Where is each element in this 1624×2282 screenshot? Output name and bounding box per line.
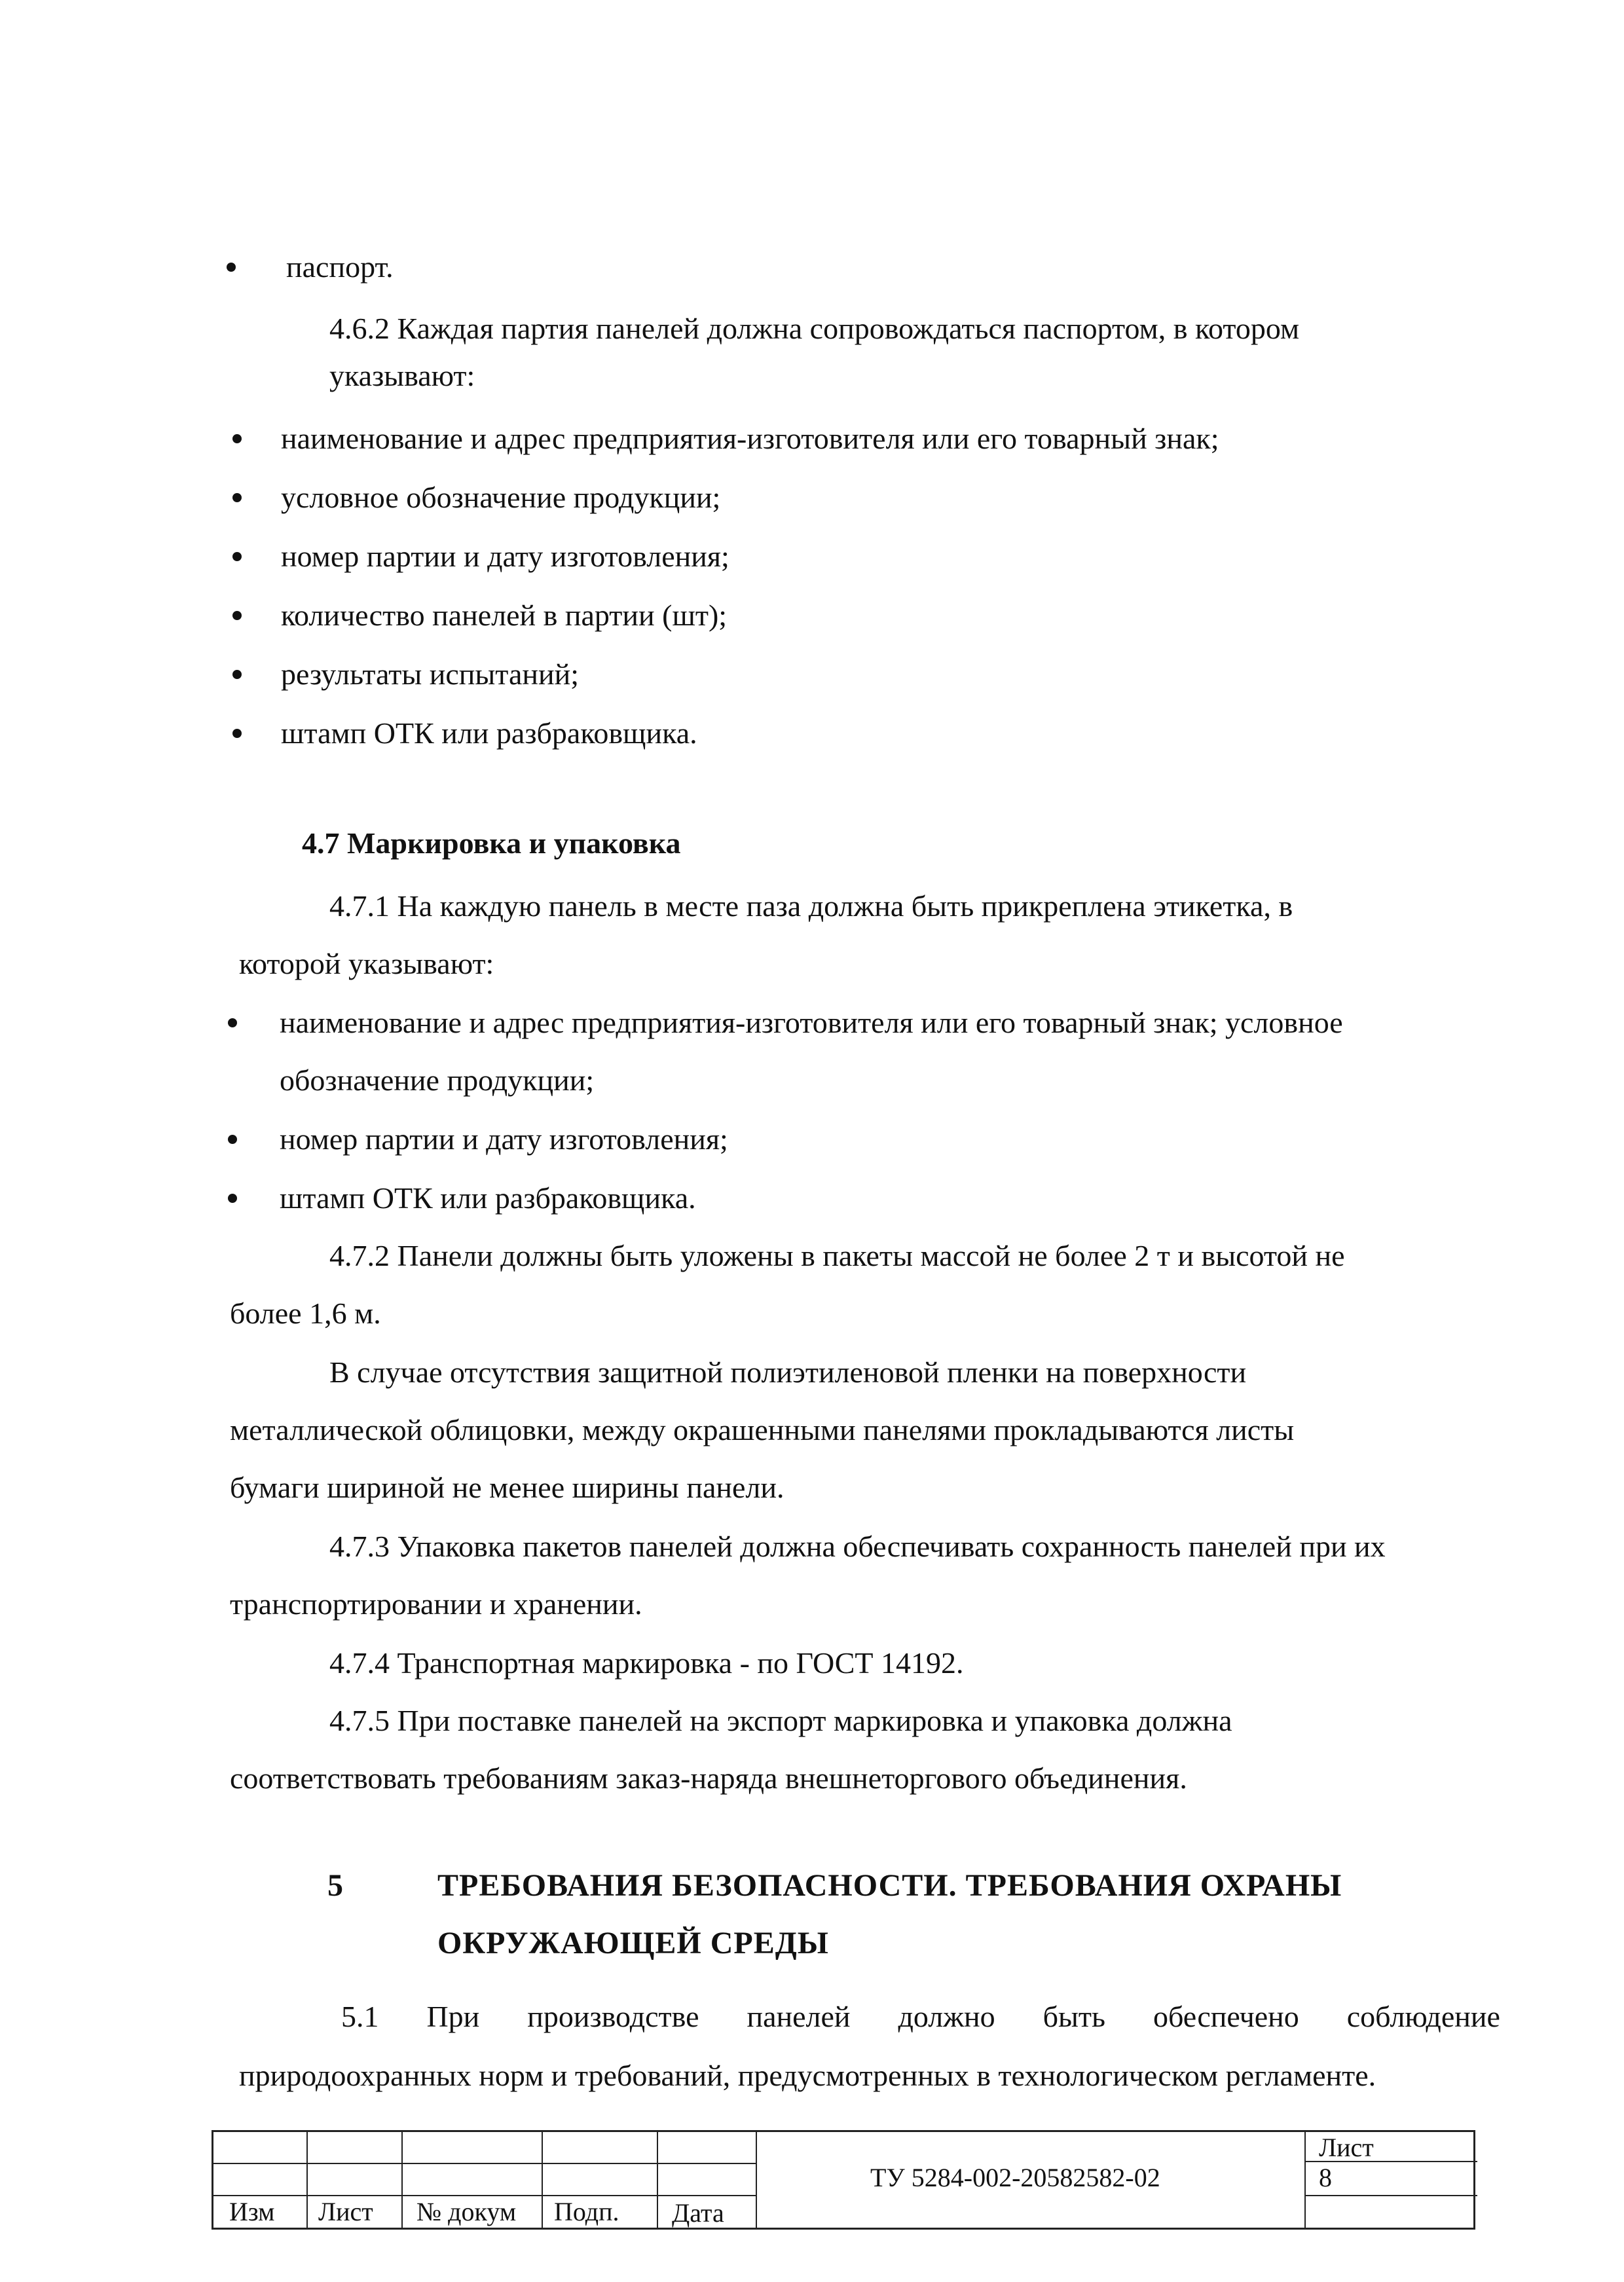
bullet xyxy=(232,729,242,738)
title-block-rule xyxy=(1304,2195,1477,2196)
title-block-rule xyxy=(306,2132,308,2228)
word: соблюдение xyxy=(1346,2000,1500,2033)
bullet xyxy=(232,493,242,502)
paragraph-4-7-1-cont: которой указывают: xyxy=(239,947,494,980)
list-item: количество панелей в партии (шт); xyxy=(281,598,728,632)
title-block-rule xyxy=(1304,2132,1306,2228)
paragraph-4-6-2-cont: указывают: xyxy=(329,359,475,392)
paragraph-5-1 xyxy=(341,1998,1500,2035)
title-block-dokum: № докум xyxy=(416,2197,517,2226)
paragraph-film: В случае отсутствия защитной полиэтиленовой пленки на поверхности xyxy=(329,1355,1247,1389)
paragraph-film-cont: бумаги шириной не менее ширины панели. xyxy=(230,1471,784,1504)
list-item: наименование и адрес предприятия-изготовителя или его товарный знак; условное xyxy=(280,1006,1343,1039)
section-number-5: 5 xyxy=(327,1868,344,1903)
word: При xyxy=(426,2000,480,2033)
title-block-podp: Подп. xyxy=(554,2197,619,2226)
sheet-label: Лист xyxy=(1319,2133,1374,2162)
word: производстве xyxy=(527,2000,699,2033)
word: должно xyxy=(898,2000,995,2033)
document-designation: ТУ 5284-002-20582582-02 xyxy=(870,2163,1160,2192)
paragraph-4-6-2: 4.6.2 Каждая партия панелей должна сопровождаться паспортом, в котором xyxy=(329,312,1300,345)
bullet xyxy=(232,552,242,561)
section-heading-4-7: 4.7 Маркировка и упаковка xyxy=(302,826,681,860)
word: быть xyxy=(1043,2000,1106,2033)
title-block-rule xyxy=(401,2132,403,2228)
bullet xyxy=(228,1194,237,1203)
title-block-rule xyxy=(542,2132,543,2228)
paragraph-4-7-5: 4.7.5 При поставке панелей на экспорт маркировка и упаковка должна xyxy=(329,1704,1232,1737)
title-block-list: Лист xyxy=(318,2197,373,2226)
list-item: штамп ОТК или разбраковщика. xyxy=(280,1181,696,1215)
bullet xyxy=(232,611,242,620)
bullet xyxy=(228,1135,237,1144)
paragraph-4-7-2-cont: более 1,6 м. xyxy=(230,1297,381,1330)
section-title-5-cont: ОКРУЖАЮЩЕЙ СРЕДЫ xyxy=(437,1926,829,1960)
list-item: результаты испытаний; xyxy=(281,657,580,691)
word: обеспечено xyxy=(1153,2000,1299,2033)
bullet xyxy=(228,1018,237,1027)
title-block-rule xyxy=(657,2132,658,2228)
list-item: наименование и адрес предприятия-изготовителя или его товарный знак; xyxy=(281,422,1219,455)
paragraph-4-7-2: 4.7.2 Панели должны быть уложены в пакеты массой не более 2 т и высотой не xyxy=(329,1239,1345,1272)
paragraph-4-7-4: 4.7.4 Транспортная маркировка - по ГОСТ 14192. xyxy=(329,1646,964,1680)
list-item-cont: обозначение продукции; xyxy=(280,1063,595,1097)
section-title-5: ТРЕБОВАНИЯ БЕЗОПАСНОСТИ. ТРЕБОВАНИЯ ОХРАНЫ xyxy=(437,1868,1342,1903)
paragraph-4-7-3-cont: транспортировании и хранении. xyxy=(230,1587,642,1621)
title-block-data: Дата xyxy=(672,2198,724,2228)
list-item: номер партии и дату изготовления; xyxy=(281,540,729,573)
paragraph-4-7-3: 4.7.3 Упаковка пакетов панелей должна обеспечивать сохранность панелей при их xyxy=(329,1530,1386,1563)
word: панелей xyxy=(747,2000,851,2033)
paragraph-4-7-5-cont: соответствовать требованиям заказ-наряда внешнеторгового объединения. xyxy=(230,1761,1187,1795)
list-item: номер партии и дату изготовления; xyxy=(280,1122,728,1156)
word: 5.1 xyxy=(341,2000,379,2033)
title-block xyxy=(212,2130,1475,2230)
list-item: условное обозначение продукции; xyxy=(281,481,721,514)
title-block-rule xyxy=(213,2163,756,2164)
title-block-izm: Изм xyxy=(229,2197,275,2226)
paragraph-5-1-cont: природоохранных норм и требований, предусмотренных в технологическом регламенте. xyxy=(239,2059,1376,2092)
bullet xyxy=(232,434,242,443)
title-block-rule xyxy=(213,2195,756,2196)
title-block-rule xyxy=(756,2132,757,2228)
sheet-number: 8 xyxy=(1319,2163,1332,2192)
bullet xyxy=(227,263,236,272)
paragraph-4-7-1: 4.7.1 На каждую панель в месте паза должна быть прикреплена этикетка, в xyxy=(329,889,1293,923)
bullet xyxy=(232,670,242,679)
paragraph-film-cont: металлической облицовки, между окрашенными панелями прокладываются листы xyxy=(230,1413,1295,1446)
list-item: штамп ОТК или разбраковщика. xyxy=(281,716,697,750)
list-item: паспорт. xyxy=(286,250,394,284)
